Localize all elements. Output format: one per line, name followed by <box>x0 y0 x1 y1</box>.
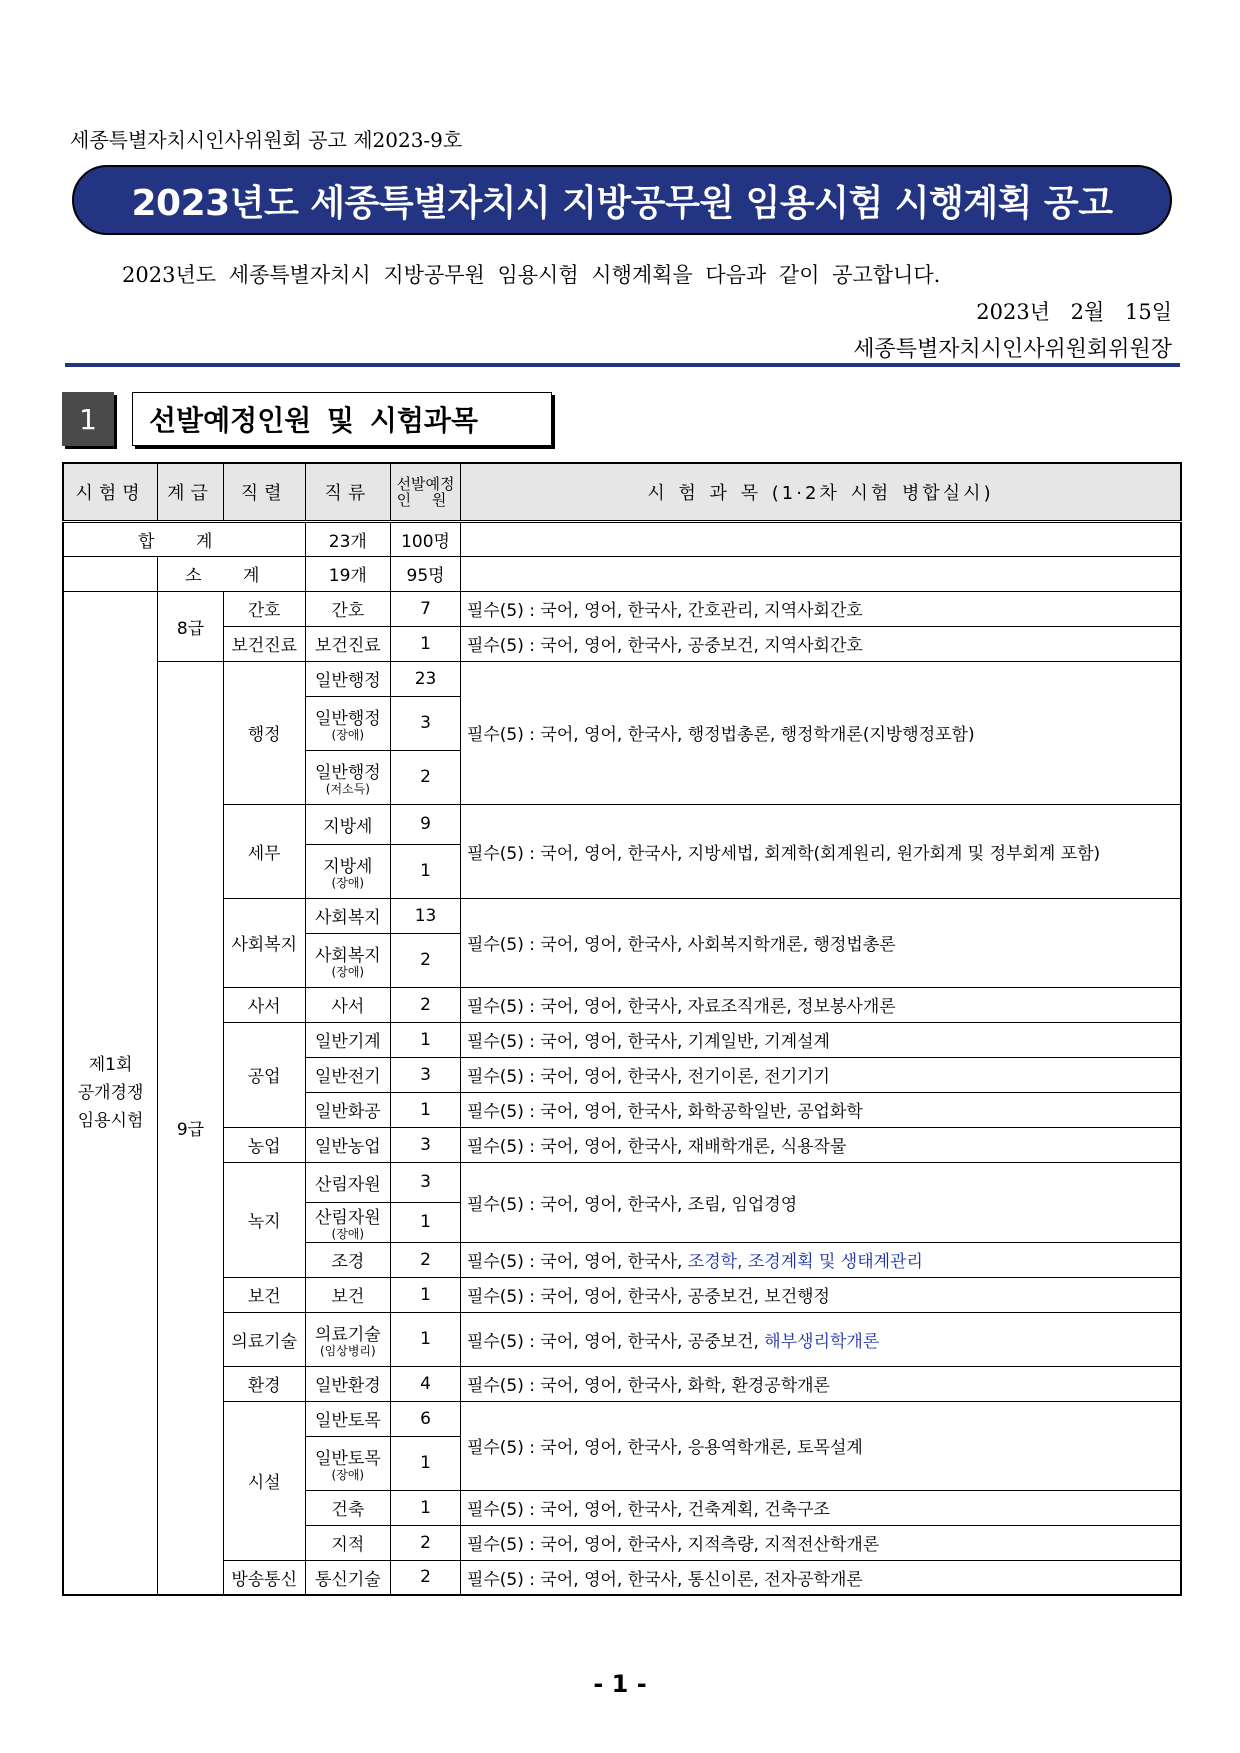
header-selected <box>391 463 461 521</box>
class-cell <box>305 1202 391 1242</box>
subjects-cell: 필수(5) : 국어, 영어, 한국사, 지적측량, 지적전산학개론 <box>460 1525 1181 1560</box>
series-librarian: 사서 <box>223 987 305 1022</box>
count-cell: 2 <box>391 933 461 987</box>
class-cell: 일반농업 <box>305 1127 391 1162</box>
class-cell: 건축 <box>305 1490 391 1525</box>
total-classes: 23개 <box>305 521 391 556</box>
class-cell: 일반기계 <box>305 1022 391 1057</box>
count-cell: 1 <box>391 1022 461 1057</box>
series-health-care: 보건진료 <box>223 626 305 661</box>
class-name: 의료기술 <box>314 1325 381 1345</box>
table-row <box>63 1127 1181 1162</box>
series-agriculture: 농업 <box>223 1127 305 1162</box>
class-cell: 산림자원 <box>305 1162 391 1202</box>
exam-name: 제1회 공개경쟁 임용시험 <box>63 591 158 1595</box>
series-industry: 공업 <box>223 1022 305 1127</box>
total-label: 합 계 <box>63 521 305 556</box>
total-row <box>63 521 1181 556</box>
subjects-cell <box>460 1312 1181 1366</box>
count-cell: 3 <box>391 696 461 750</box>
count-cell: 3 <box>391 1057 461 1092</box>
subjects-cell: 필수(5) : 국어, 영어, 한국사, 기계일반, 기계설계 <box>460 1022 1181 1057</box>
count-cell: 1 <box>391 1202 461 1242</box>
count-cell: 1 <box>391 1312 461 1366</box>
count-cell: 7 <box>391 591 461 626</box>
count-cell: 3 <box>391 1162 461 1202</box>
header-selected-line1: 선발예정 <box>396 474 455 493</box>
header-subjects: 시 험 과 목 (1·2차 시험 병합실시) <box>460 463 1181 521</box>
grade-8: 8급 <box>158 591 224 661</box>
class-cell <box>305 844 391 898</box>
class-name: 사회복지 <box>314 946 381 966</box>
series-tax: 세무 <box>223 804 305 898</box>
intro-text: 2023년도 세종특별자치시 지방공무원 임용시험 시행계획을 다음과 같이 공고합니다. <box>122 263 941 287</box>
count-cell: 6 <box>391 1401 461 1436</box>
series-facilities: 시설 <box>223 1401 305 1560</box>
subjects-cell: 필수(5) : 국어, 영어, 한국사, 화학, 환경공학개론 <box>460 1366 1181 1401</box>
count-cell: 1 <box>391 626 461 661</box>
series-environment: 환경 <box>223 1366 305 1401</box>
subtotal-blank <box>63 556 158 591</box>
subjects-cell: 필수(5) : 국어, 영어, 한국사, 통신이론, 전자공학개론 <box>460 1560 1181 1595</box>
table-row <box>63 1560 1181 1595</box>
notice-date: 2023년 2월 15일 <box>976 300 1172 324</box>
subjects-cell: 필수(5) : 국어, 영어, 한국사, 간호관리, 지역사회간호 <box>460 591 1181 626</box>
series-green: 녹지 <box>223 1162 305 1277</box>
count-cell: 2 <box>391 1242 461 1277</box>
exam-table <box>62 462 1182 1596</box>
class-cell: 보건진료 <box>305 626 391 661</box>
subjects-cell: 필수(5) : 국어, 영어, 한국사, 재배학개론, 식용작물 <box>460 1127 1181 1162</box>
count-cell: 1 <box>391 1277 461 1312</box>
series-admin: 행정 <box>223 661 305 804</box>
count-cell: 4 <box>391 1366 461 1401</box>
class-name: 산림자원 <box>314 1208 381 1228</box>
class-cell: 간호 <box>305 591 391 626</box>
class-sub: (장애) <box>331 728 365 742</box>
page-title: 2023년도 세종특별자치시 지방공무원 임용시험 시행계획 공고 <box>131 182 1113 224</box>
count-cell: 1 <box>391 1436 461 1490</box>
class-name: 일반행정 <box>314 763 381 783</box>
subtotal-count: 95명 <box>391 556 461 591</box>
table-row <box>63 1366 1181 1401</box>
class-cell: 사서 <box>305 987 391 1022</box>
class-cell: 일반환경 <box>305 1366 391 1401</box>
count-cell: 1 <box>391 1490 461 1525</box>
class-cell <box>305 1312 391 1366</box>
class-cell: 일반행정 <box>305 661 391 696</box>
class-sub: (임상병리) <box>319 1344 376 1358</box>
header-grade: 계급 <box>158 463 224 521</box>
class-cell: 사회복지 <box>305 898 391 933</box>
subjects-cell: 필수(5) : 국어, 영어, 한국사, 공중보건, 지역사회간호 <box>460 626 1181 661</box>
subjects-cell: 필수(5) : 국어, 영어, 한국사, 사회복지학개론, 행정법총론 <box>460 898 1181 987</box>
count-cell: 3 <box>391 1127 461 1162</box>
subtotal-label: 소 계 <box>158 556 305 591</box>
class-cell <box>305 696 391 750</box>
series-health: 보건 <box>223 1277 305 1312</box>
grade-9: 9급 <box>158 661 224 1595</box>
subjects-cell: 필수(5) : 국어, 영어, 한국사, 조림, 임업경영 <box>460 1162 1181 1242</box>
class-cell: 통신기술 <box>305 1560 391 1595</box>
table-row <box>63 661 1181 696</box>
subtotal-row <box>63 556 1181 591</box>
subjects-text: 필수(5) : 국어, 영어, 한국사, 공중보건, <box>466 1331 765 1352</box>
subjects-cell: 필수(5) : 국어, 영어, 한국사, 행정법총론, 행정학개론(지방행정포함) <box>460 661 1181 804</box>
table-row <box>63 1277 1181 1312</box>
subjects-cell: 필수(5) : 국어, 영어, 한국사, 건축계획, 건축구조 <box>460 1490 1181 1525</box>
total-count: 100명 <box>391 521 461 556</box>
table-row <box>63 626 1181 661</box>
class-cell <box>305 933 391 987</box>
class-sub: (장애) <box>331 965 365 979</box>
class-cell: 일반전기 <box>305 1057 391 1092</box>
title-banner <box>72 165 1172 235</box>
class-cell <box>305 750 391 804</box>
count-cell: 2 <box>391 987 461 1022</box>
class-sub: (장애) <box>331 1468 365 1482</box>
class-cell: 일반화공 <box>305 1092 391 1127</box>
class-cell <box>305 1436 391 1490</box>
header-exam: 시험명 <box>63 463 158 521</box>
table-row <box>63 1022 1181 1057</box>
subjects-cell: 필수(5) : 국어, 영어, 한국사, 화학공학일반, 공업화학 <box>460 1092 1181 1127</box>
count-cell: 1 <box>391 844 461 898</box>
table-row <box>63 591 1181 626</box>
subjects-cell: 필수(5) : 국어, 영어, 한국사, 전기이론, 전기기기 <box>460 1057 1181 1092</box>
subjects-text: 필수(5) : 국어, 영어, 한국사, <box>466 1252 688 1272</box>
count-cell: 2 <box>391 750 461 804</box>
class-cell: 보건 <box>305 1277 391 1312</box>
subjects-cell: 필수(5) : 국어, 영어, 한국사, 응용역학개론, 토목설계 <box>460 1401 1181 1490</box>
subjects-highlight: 조경학, 조경계획 및 생태계관리 <box>687 1252 923 1272</box>
table-header-row <box>63 463 1181 521</box>
series-nursing: 간호 <box>223 591 305 626</box>
signer: 세종특별자치시인사위원회위원장 <box>853 337 1172 362</box>
total-subjects <box>460 521 1181 556</box>
table-row <box>63 898 1181 933</box>
class-cell: 지적 <box>305 1525 391 1560</box>
header-class: 직류 <box>305 463 391 521</box>
class-name: 일반토목 <box>314 1449 381 1469</box>
subjects-cell: 필수(5) : 국어, 영어, 한국사, 자료조직개론, 정보봉사개론 <box>460 987 1181 1022</box>
class-sub: (저소득) <box>325 782 370 796</box>
divider <box>65 363 1180 367</box>
table-row <box>63 1162 1181 1202</box>
notice-number: 세종특별자치시인사위원회 공고 제2023-9호 <box>70 128 463 152</box>
class-cell: 일반토목 <box>305 1401 391 1436</box>
table-row <box>63 987 1181 1022</box>
class-sub: (장애) <box>331 1227 365 1241</box>
section-title: 선발예정인원 및 시험과목 <box>132 392 552 446</box>
table-row <box>63 1312 1181 1366</box>
subjects-highlight: 해부생리학개론 <box>764 1331 880 1352</box>
table-row <box>63 804 1181 844</box>
class-cell: 지방세 <box>305 804 391 844</box>
subjects-cell: 필수(5) : 국어, 영어, 한국사, 지방세법, 회계학(회계원리, 원가회계 및 정부회계 포함) <box>460 804 1181 898</box>
count-cell: 23 <box>391 661 461 696</box>
subjects-cell: 필수(5) : 국어, 영어, 한국사, 공중보건, 보건행정 <box>460 1277 1181 1312</box>
series-welfare: 사회복지 <box>223 898 305 987</box>
count-cell: 2 <box>391 1560 461 1595</box>
subjects-cell <box>460 1242 1181 1277</box>
header-series: 직렬 <box>223 463 305 521</box>
subtotal-classes: 19개 <box>305 556 391 591</box>
page-number: - 1 - <box>593 1670 647 1698</box>
table-row <box>63 1401 1181 1436</box>
count-cell: 1 <box>391 1092 461 1127</box>
class-cell: 조경 <box>305 1242 391 1277</box>
series-medical-tech: 의료기술 <box>223 1312 305 1366</box>
count-cell: 9 <box>391 804 461 844</box>
section-number: 1 <box>62 392 114 446</box>
class-name: 지방세 <box>323 857 373 877</box>
class-name: 일반행정 <box>314 709 381 729</box>
subtotal-subjects <box>460 556 1181 591</box>
series-broadcast: 방송통신 <box>223 1560 305 1595</box>
count-cell: 13 <box>391 898 461 933</box>
class-sub: (장애) <box>331 876 365 890</box>
header-selected-line2: 인 원 <box>396 490 455 509</box>
count-cell: 2 <box>391 1525 461 1560</box>
